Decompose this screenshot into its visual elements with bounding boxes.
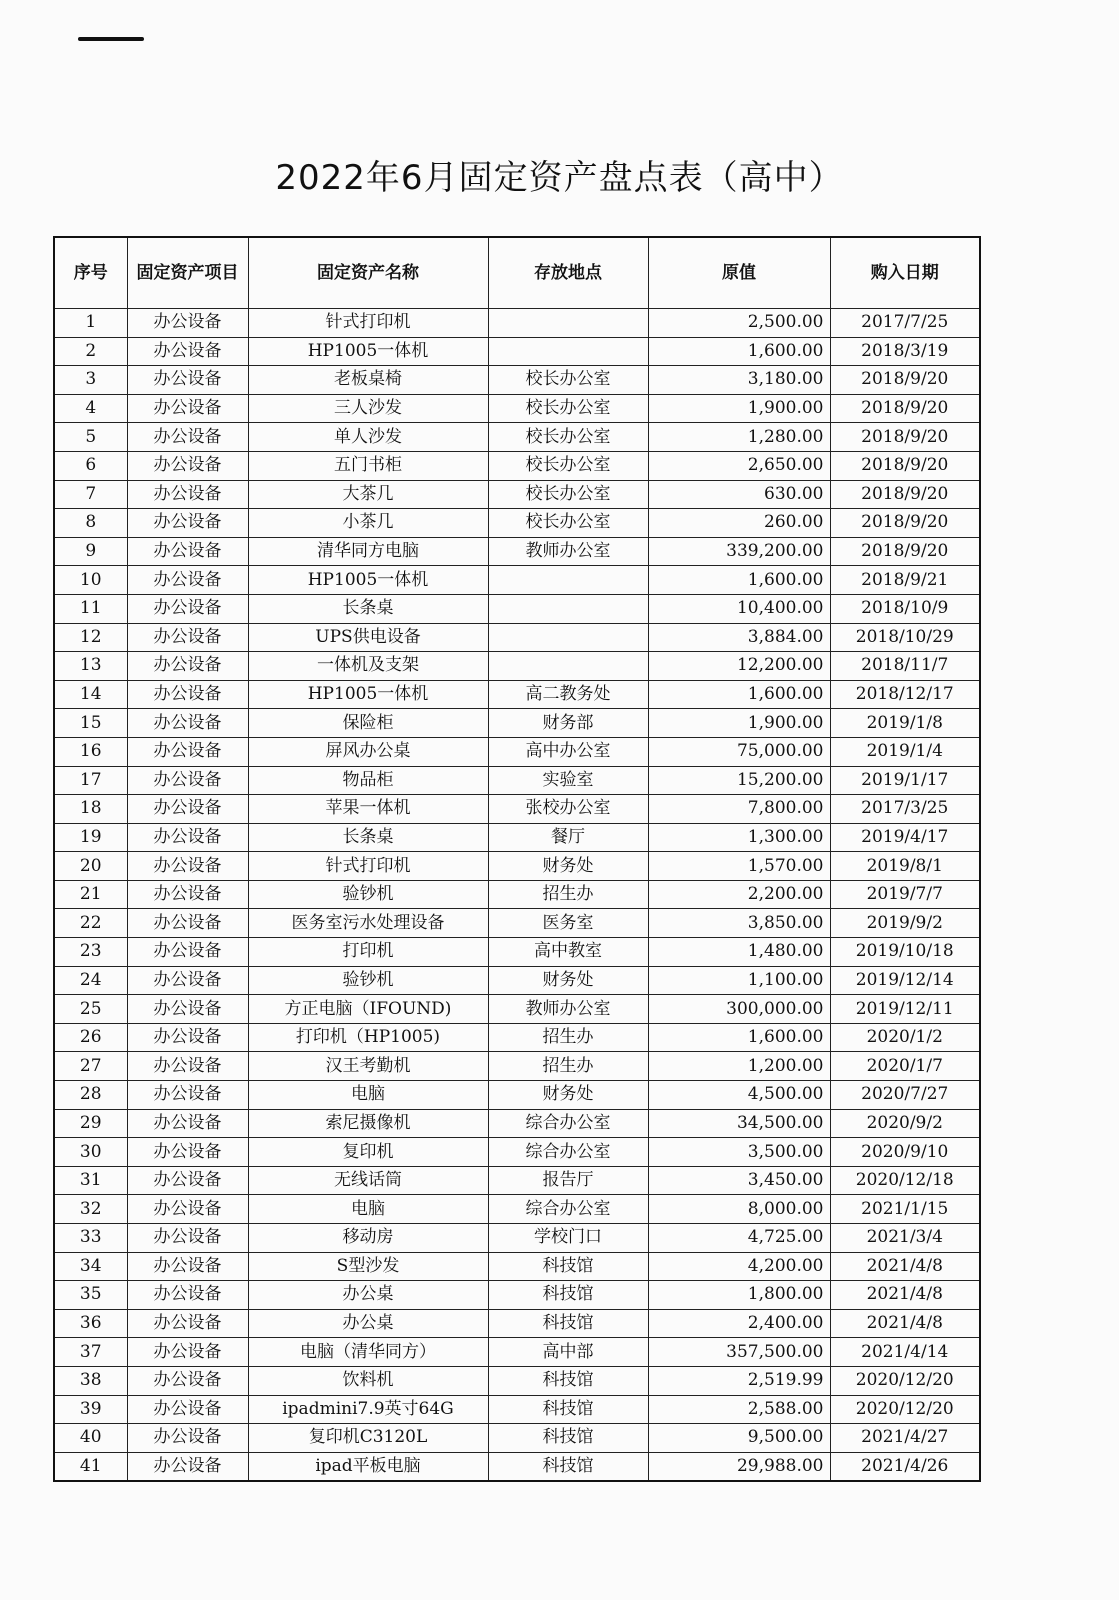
cell-category: 办公设备	[127, 909, 248, 938]
cell-original-value: 3,884.00	[648, 623, 830, 652]
table-row	[54, 938, 980, 967]
cell-asset-name: 电脑（清华同方）	[248, 1338, 488, 1367]
cell-purchase-date: 2021/4/8	[830, 1281, 980, 1310]
cell-location	[488, 566, 648, 595]
cell-location: 高中部	[488, 1338, 648, 1367]
cell-asset-name: 电脑	[248, 1195, 488, 1224]
cell-purchase-date: 2018/9/20	[830, 394, 980, 423]
cell-asset-name: 索尼摄像机	[248, 1109, 488, 1138]
cell-index: 38	[54, 1366, 127, 1395]
cell-original-value: 10,400.00	[648, 594, 830, 623]
cell-purchase-date: 2020/12/20	[830, 1366, 980, 1395]
cell-index: 36	[54, 1309, 127, 1338]
table-row	[54, 1081, 980, 1110]
cell-purchase-date: 2021/4/26	[830, 1452, 980, 1481]
header-row	[54, 237, 980, 309]
cell-purchase-date: 2020/12/20	[830, 1395, 980, 1424]
cell-original-value: 15,200.00	[648, 766, 830, 795]
table-row	[54, 1023, 980, 1052]
cell-category: 办公设备	[127, 537, 248, 566]
cell-location: 科技馆	[488, 1424, 648, 1453]
cell-location: 科技馆	[488, 1395, 648, 1424]
cell-category: 办公设备	[127, 1395, 248, 1424]
cell-original-value: 9,500.00	[648, 1424, 830, 1453]
cell-purchase-date: 2019/8/1	[830, 852, 980, 881]
header-location: 存放地点	[488, 237, 648, 309]
cell-index: 13	[54, 652, 127, 681]
cell-location: 校长办公室	[488, 394, 648, 423]
cell-original-value: 1,600.00	[648, 566, 830, 595]
cell-index: 23	[54, 938, 127, 967]
asset-table	[53, 236, 981, 1482]
cell-index: 39	[54, 1395, 127, 1424]
cell-index: 28	[54, 1081, 127, 1110]
table-row	[54, 766, 980, 795]
table-row	[54, 366, 980, 395]
cell-purchase-date: 2018/3/19	[830, 337, 980, 366]
cell-index: 29	[54, 1109, 127, 1138]
cell-purchase-date: 2019/12/11	[830, 995, 980, 1024]
cell-index: 6	[54, 451, 127, 480]
corner-mark	[78, 37, 144, 41]
cell-asset-name: 大茶几	[248, 480, 488, 509]
cell-index: 25	[54, 995, 127, 1024]
table-row	[54, 795, 980, 824]
table-row	[54, 1424, 980, 1453]
cell-asset-name: 复印机	[248, 1138, 488, 1167]
table-row	[54, 1224, 980, 1253]
cell-location: 教师办公室	[488, 995, 648, 1024]
cell-category: 办公设备	[127, 737, 248, 766]
cell-index: 40	[54, 1424, 127, 1453]
cell-purchase-date: 2020/9/2	[830, 1109, 980, 1138]
cell-original-value: 2,200.00	[648, 880, 830, 909]
cell-location: 校长办公室	[488, 423, 648, 452]
cell-category: 办公设备	[127, 766, 248, 795]
cell-original-value: 7,800.00	[648, 795, 830, 824]
cell-category: 办公设备	[127, 1281, 248, 1310]
cell-location: 科技馆	[488, 1252, 648, 1281]
cell-purchase-date: 2017/7/25	[830, 309, 980, 338]
cell-location: 财务处	[488, 852, 648, 881]
cell-location: 高二教务处	[488, 680, 648, 709]
cell-asset-name: 针式打印机	[248, 852, 488, 881]
cell-purchase-date: 2018/9/20	[830, 509, 980, 538]
cell-asset-name: 五门书柜	[248, 451, 488, 480]
cell-asset-name: 电脑	[248, 1081, 488, 1110]
cell-category: 办公设备	[127, 938, 248, 967]
cell-purchase-date: 2021/4/8	[830, 1309, 980, 1338]
cell-original-value: 4,725.00	[648, 1224, 830, 1253]
cell-asset-name: 打印机（HP1005)	[248, 1023, 488, 1052]
cell-index: 14	[54, 680, 127, 709]
cell-location: 校长办公室	[488, 480, 648, 509]
cell-original-value: 2,650.00	[648, 451, 830, 480]
cell-purchase-date: 2021/1/15	[830, 1195, 980, 1224]
cell-purchase-date: 2021/3/4	[830, 1224, 980, 1253]
cell-original-value: 1,800.00	[648, 1281, 830, 1310]
cell-category: 办公设备	[127, 1109, 248, 1138]
cell-index: 9	[54, 537, 127, 566]
cell-index: 17	[54, 766, 127, 795]
cell-original-value: 1,600.00	[648, 1023, 830, 1052]
cell-index: 11	[54, 594, 127, 623]
table-row	[54, 823, 980, 852]
cell-category: 办公设备	[127, 1081, 248, 1110]
cell-purchase-date: 2021/4/8	[830, 1252, 980, 1281]
cell-original-value: 2,500.00	[648, 309, 830, 338]
cell-asset-name: 验钞机	[248, 880, 488, 909]
cell-original-value: 2,519.99	[648, 1366, 830, 1395]
cell-category: 办公设备	[127, 337, 248, 366]
cell-location: 餐厅	[488, 823, 648, 852]
cell-purchase-date: 2019/1/4	[830, 737, 980, 766]
cell-original-value: 75,000.00	[648, 737, 830, 766]
cell-asset-name: 无线话筒	[248, 1166, 488, 1195]
cell-category: 办公设备	[127, 480, 248, 509]
cell-asset-name: 医务室污水处理设备	[248, 909, 488, 938]
cell-location: 高中教室	[488, 938, 648, 967]
cell-category: 办公设备	[127, 966, 248, 995]
cell-category: 办公设备	[127, 1309, 248, 1338]
cell-index: 7	[54, 480, 127, 509]
cell-purchase-date: 2021/4/14	[830, 1338, 980, 1367]
cell-index: 19	[54, 823, 127, 852]
cell-index: 3	[54, 366, 127, 395]
cell-purchase-date: 2018/9/21	[830, 566, 980, 595]
cell-asset-name: 一体机及支架	[248, 652, 488, 681]
table-row	[54, 909, 980, 938]
cell-original-value: 1,280.00	[648, 423, 830, 452]
cell-asset-name: UPS供电设备	[248, 623, 488, 652]
cell-index: 33	[54, 1224, 127, 1253]
cell-original-value: 3,850.00	[648, 909, 830, 938]
cell-category: 办公设备	[127, 309, 248, 338]
cell-purchase-date: 2020/9/10	[830, 1138, 980, 1167]
cell-category: 办公设备	[127, 1052, 248, 1081]
cell-original-value: 300,000.00	[648, 995, 830, 1024]
cell-location	[488, 337, 648, 366]
cell-location	[488, 623, 648, 652]
table-row	[54, 1052, 980, 1081]
cell-original-value: 1,600.00	[648, 337, 830, 366]
table-row	[54, 451, 980, 480]
cell-index: 24	[54, 966, 127, 995]
cell-index: 5	[54, 423, 127, 452]
cell-asset-name: 清华同方电脑	[248, 537, 488, 566]
cell-location: 财务部	[488, 709, 648, 738]
cell-index: 35	[54, 1281, 127, 1310]
cell-purchase-date: 2019/7/7	[830, 880, 980, 909]
header-category: 固定资产项目	[127, 237, 248, 309]
cell-asset-name: 长条桌	[248, 594, 488, 623]
table-row	[54, 309, 980, 338]
cell-asset-name: 长条桌	[248, 823, 488, 852]
cell-index: 18	[54, 795, 127, 824]
table-row	[54, 1252, 980, 1281]
cell-location: 综合办公室	[488, 1109, 648, 1138]
cell-asset-name: 移动房	[248, 1224, 488, 1253]
table-row	[54, 1138, 980, 1167]
cell-index: 32	[54, 1195, 127, 1224]
cell-original-value: 260.00	[648, 509, 830, 538]
header-purchase-date: 购入日期	[830, 237, 980, 309]
cell-asset-name: 办公桌	[248, 1309, 488, 1338]
cell-location: 科技馆	[488, 1452, 648, 1481]
cell-original-value: 3,180.00	[648, 366, 830, 395]
cell-original-value: 1,100.00	[648, 966, 830, 995]
cell-original-value: 8,000.00	[648, 1195, 830, 1224]
cell-index: 31	[54, 1166, 127, 1195]
cell-category: 办公设备	[127, 394, 248, 423]
table-row	[54, 394, 980, 423]
cell-purchase-date: 2018/10/29	[830, 623, 980, 652]
cell-asset-name: ipad平板电脑	[248, 1452, 488, 1481]
cell-purchase-date: 2018/9/20	[830, 480, 980, 509]
cell-original-value: 2,400.00	[648, 1309, 830, 1338]
cell-location: 招生办	[488, 1023, 648, 1052]
cell-category: 办公设备	[127, 366, 248, 395]
cell-index: 30	[54, 1138, 127, 1167]
cell-asset-name: ipadmini7.9英寸64G	[248, 1395, 488, 1424]
cell-index: 4	[54, 394, 127, 423]
cell-purchase-date: 2018/12/17	[830, 680, 980, 709]
cell-index: 22	[54, 909, 127, 938]
cell-original-value: 34,500.00	[648, 1109, 830, 1138]
cell-original-value: 1,900.00	[648, 709, 830, 738]
cell-location: 科技馆	[488, 1281, 648, 1310]
cell-original-value: 339,200.00	[648, 537, 830, 566]
cell-category: 办公设备	[127, 509, 248, 538]
cell-category: 办公设备	[127, 852, 248, 881]
cell-index: 41	[54, 1452, 127, 1481]
cell-location: 学校门口	[488, 1224, 648, 1253]
cell-original-value: 4,200.00	[648, 1252, 830, 1281]
table-row	[54, 652, 980, 681]
cell-category: 办公设备	[127, 566, 248, 595]
cell-purchase-date: 2019/4/17	[830, 823, 980, 852]
cell-location	[488, 652, 648, 681]
cell-location: 招生办	[488, 880, 648, 909]
cell-index: 10	[54, 566, 127, 595]
cell-category: 办公设备	[127, 995, 248, 1024]
cell-asset-name: 汉王考勤机	[248, 1052, 488, 1081]
cell-index: 8	[54, 509, 127, 538]
cell-purchase-date: 2019/10/18	[830, 938, 980, 967]
cell-location: 综合办公室	[488, 1195, 648, 1224]
cell-category: 办公设备	[127, 623, 248, 652]
cell-purchase-date: 2018/11/7	[830, 652, 980, 681]
cell-original-value: 29,988.00	[648, 1452, 830, 1481]
cell-asset-name: 针式打印机	[248, 309, 488, 338]
table-row	[54, 594, 980, 623]
table-row	[54, 1195, 980, 1224]
cell-asset-name: 单人沙发	[248, 423, 488, 452]
cell-location: 张校办公室	[488, 795, 648, 824]
table-row	[54, 337, 980, 366]
page-title: 2022年6月固定资产盘点表（高中）	[275, 158, 844, 198]
cell-category: 办公设备	[127, 1138, 248, 1167]
header-original-value: 原值	[648, 237, 830, 309]
cell-purchase-date: 2018/9/20	[830, 366, 980, 395]
cell-asset-name: 三人沙发	[248, 394, 488, 423]
cell-purchase-date: 2019/1/17	[830, 766, 980, 795]
cell-category: 办公设备	[127, 423, 248, 452]
cell-index: 21	[54, 880, 127, 909]
table-row	[54, 852, 980, 881]
table-row	[54, 1338, 980, 1367]
cell-original-value: 1,480.00	[648, 938, 830, 967]
table-row	[54, 1366, 980, 1395]
cell-asset-name: HP1005一体机	[248, 337, 488, 366]
cell-original-value: 2,588.00	[648, 1395, 830, 1424]
cell-index: 27	[54, 1052, 127, 1081]
cell-category: 办公设备	[127, 680, 248, 709]
cell-index: 37	[54, 1338, 127, 1367]
cell-purchase-date: 2017/3/25	[830, 795, 980, 824]
cell-asset-name: HP1005一体机	[248, 566, 488, 595]
cell-location	[488, 594, 648, 623]
cell-index: 26	[54, 1023, 127, 1052]
cell-original-value: 1,900.00	[648, 394, 830, 423]
cell-index: 2	[54, 337, 127, 366]
table-row	[54, 709, 980, 738]
cell-asset-name: 方正电脑（IFOUND)	[248, 995, 488, 1024]
cell-category: 办公设备	[127, 451, 248, 480]
cell-category: 办公设备	[127, 1424, 248, 1453]
cell-original-value: 1,600.00	[648, 680, 830, 709]
cell-original-value: 1,570.00	[648, 852, 830, 881]
cell-category: 办公设备	[127, 823, 248, 852]
cell-index: 12	[54, 623, 127, 652]
cell-location	[488, 309, 648, 338]
cell-original-value: 357,500.00	[648, 1338, 830, 1367]
cell-original-value: 1,200.00	[648, 1052, 830, 1081]
cell-location: 校长办公室	[488, 451, 648, 480]
cell-purchase-date: 2020/12/18	[830, 1166, 980, 1195]
cell-location: 报告厅	[488, 1166, 648, 1195]
table-row	[54, 537, 980, 566]
cell-category: 办公设备	[127, 1166, 248, 1195]
cell-category: 办公设备	[127, 1224, 248, 1253]
cell-asset-name: 办公桌	[248, 1281, 488, 1310]
table-row	[54, 880, 980, 909]
cell-category: 办公设备	[127, 795, 248, 824]
cell-location: 教师办公室	[488, 537, 648, 566]
cell-purchase-date: 2020/1/7	[830, 1052, 980, 1081]
cell-location: 财务处	[488, 1081, 648, 1110]
cell-purchase-date: 2020/7/27	[830, 1081, 980, 1110]
header-asset-name: 固定资产名称	[248, 237, 488, 309]
table-body	[54, 309, 980, 1482]
cell-category: 办公设备	[127, 709, 248, 738]
cell-purchase-date: 2019/9/2	[830, 909, 980, 938]
cell-original-value: 1,300.00	[648, 823, 830, 852]
table-row	[54, 680, 980, 709]
cell-asset-name: 复印机C3120L	[248, 1424, 488, 1453]
cell-original-value: 4,500.00	[648, 1081, 830, 1110]
cell-asset-name: 打印机	[248, 938, 488, 967]
cell-asset-name: 物品柜	[248, 766, 488, 795]
table-row	[54, 509, 980, 538]
cell-original-value: 12,200.00	[648, 652, 830, 681]
table-row	[54, 1109, 980, 1138]
cell-category: 办公设备	[127, 594, 248, 623]
cell-category: 办公设备	[127, 1366, 248, 1395]
cell-purchase-date: 2018/9/20	[830, 451, 980, 480]
cell-asset-name: 饮料机	[248, 1366, 488, 1395]
cell-index: 20	[54, 852, 127, 881]
cell-location: 校长办公室	[488, 366, 648, 395]
cell-purchase-date: 2020/1/2	[830, 1023, 980, 1052]
cell-category: 办公设备	[127, 652, 248, 681]
table-row	[54, 623, 980, 652]
cell-asset-name: 老板桌椅	[248, 366, 488, 395]
cell-category: 办公设备	[127, 1252, 248, 1281]
table-row	[54, 480, 980, 509]
cell-location: 财务处	[488, 966, 648, 995]
cell-asset-name: HP1005一体机	[248, 680, 488, 709]
cell-category: 办公设备	[127, 1023, 248, 1052]
cell-original-value: 630.00	[648, 480, 830, 509]
table-row	[54, 737, 980, 766]
cell-location: 招生办	[488, 1052, 648, 1081]
cell-location: 高中办公室	[488, 737, 648, 766]
cell-original-value: 3,500.00	[648, 1138, 830, 1167]
cell-index: 34	[54, 1252, 127, 1281]
cell-location: 综合办公室	[488, 1138, 648, 1167]
cell-purchase-date: 2018/10/9	[830, 594, 980, 623]
cell-category: 办公设备	[127, 1338, 248, 1367]
cell-category: 办公设备	[127, 1195, 248, 1224]
table-row	[54, 1452, 980, 1481]
cell-asset-name: 小茶几	[248, 509, 488, 538]
cell-location: 科技馆	[488, 1309, 648, 1338]
cell-location: 实验室	[488, 766, 648, 795]
cell-asset-name: 苹果一体机	[248, 795, 488, 824]
cell-purchase-date: 2019/1/8	[830, 709, 980, 738]
cell-purchase-date: 2021/4/27	[830, 1424, 980, 1453]
table-row	[54, 1309, 980, 1338]
table-row	[54, 995, 980, 1024]
cell-asset-name: S型沙发	[248, 1252, 488, 1281]
cell-location: 医务室	[488, 909, 648, 938]
cell-location: 科技馆	[488, 1366, 648, 1395]
cell-category: 办公设备	[127, 880, 248, 909]
table-row	[54, 1395, 980, 1424]
cell-asset-name: 屏风办公桌	[248, 737, 488, 766]
cell-location: 校长办公室	[488, 509, 648, 538]
cell-original-value: 3,450.00	[648, 1166, 830, 1195]
cell-purchase-date: 2018/9/20	[830, 423, 980, 452]
cell-index: 16	[54, 737, 127, 766]
cell-category: 办公设备	[127, 1452, 248, 1481]
cell-purchase-date: 2019/12/14	[830, 966, 980, 995]
cell-index: 15	[54, 709, 127, 738]
cell-purchase-date: 2018/9/20	[830, 537, 980, 566]
table-row	[54, 1166, 980, 1195]
cell-asset-name: 验钞机	[248, 966, 488, 995]
table-row	[54, 566, 980, 595]
cell-asset-name: 保险柜	[248, 709, 488, 738]
cell-index: 1	[54, 309, 127, 338]
header-index: 序号	[54, 237, 127, 309]
table-row	[54, 423, 980, 452]
table-row	[54, 1281, 980, 1310]
table-row	[54, 966, 980, 995]
